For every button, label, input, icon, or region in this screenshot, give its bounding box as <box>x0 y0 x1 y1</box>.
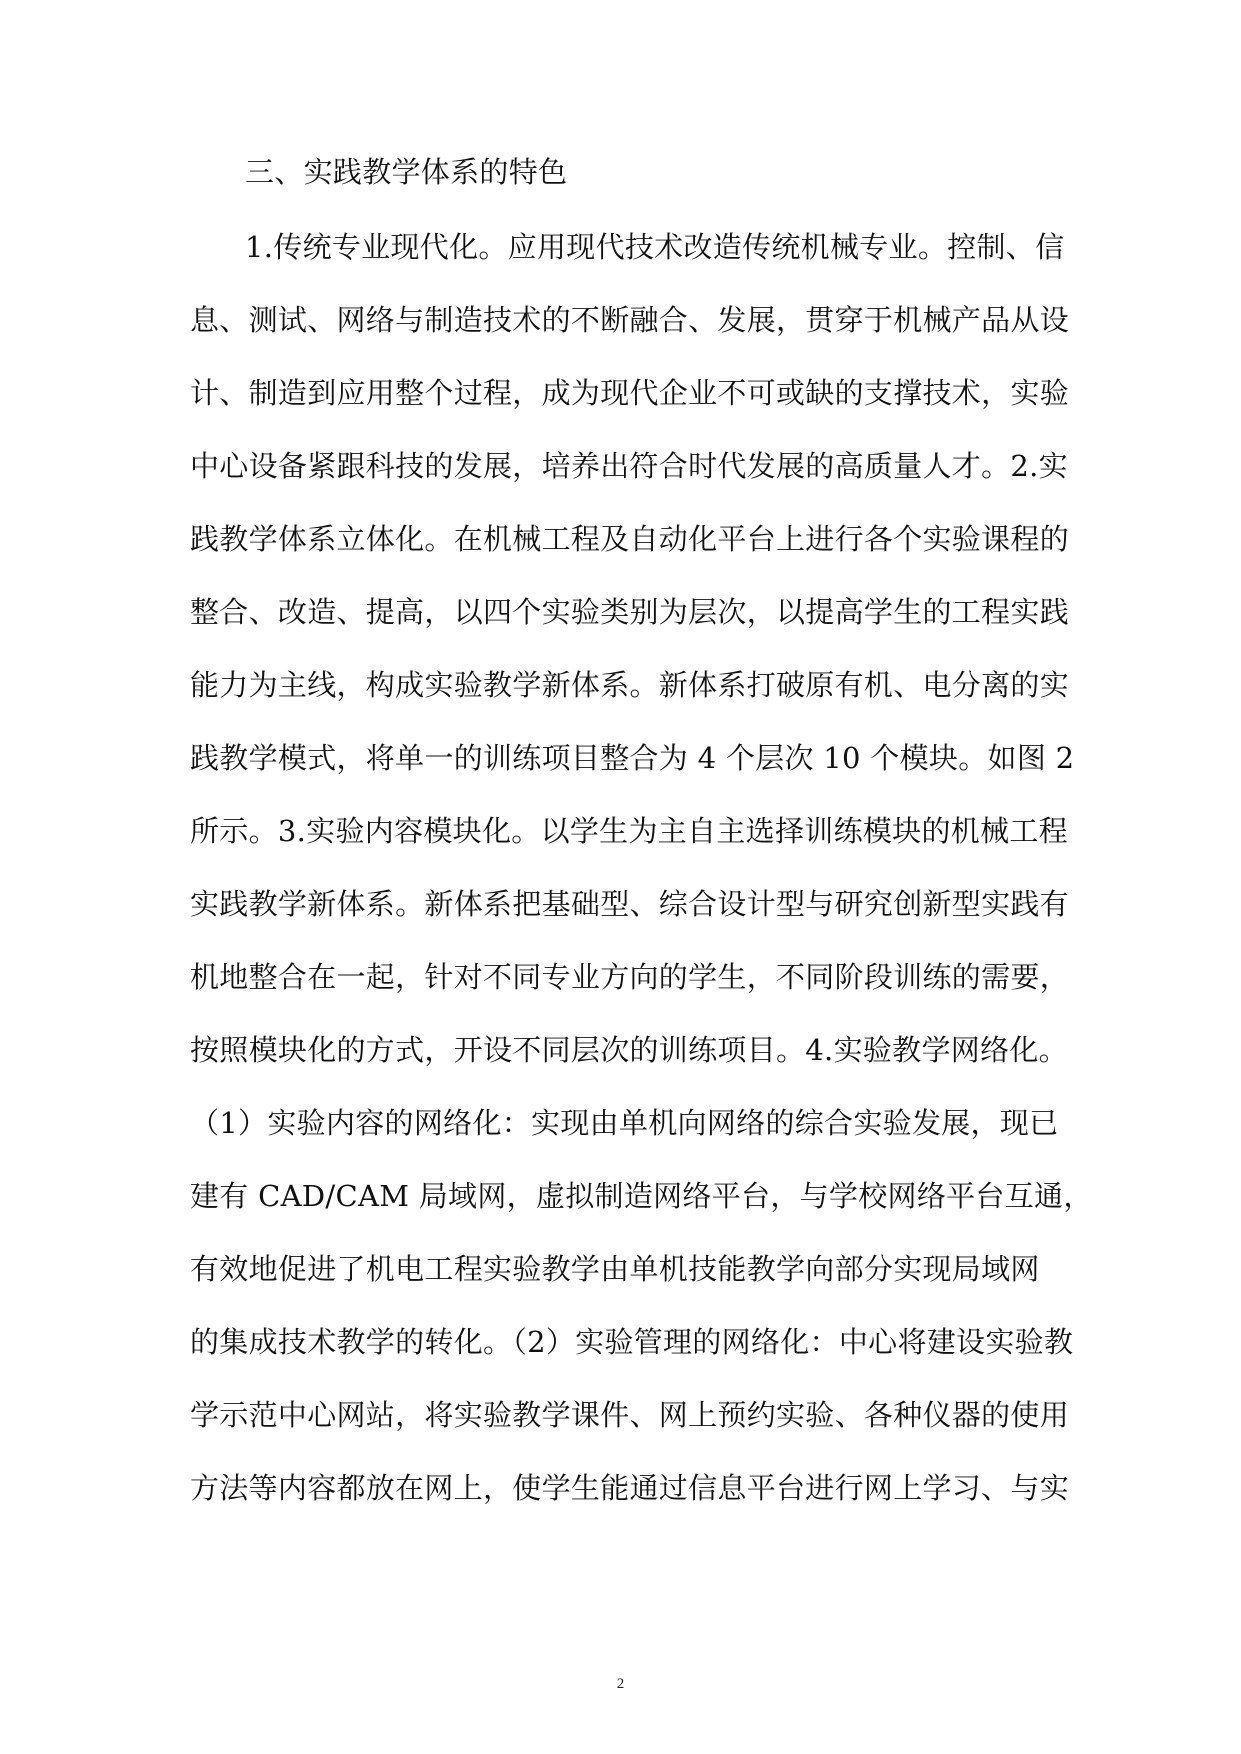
body-line-14: 建有 CAD/CAM 局域网，虚拟制造网络平台，与学校网络平台互通， <box>190 1179 1093 1213</box>
section-heading: 三、实践教学体系的特色 <box>245 155 568 189</box>
body-line-4: 中心设备紧跟科技的发展，培养出符合时代发展的高质量人才。2.实 <box>190 449 1068 483</box>
body-line-8: 践教学模式，将单一的训练项目整合为 4 个层次 10 个模块。如图 2 <box>190 741 1075 775</box>
body-line-18: 方法等内容都放在网上，使学生能通过信息平台进行网上学习、与实 <box>190 1471 1070 1505</box>
body-line-15: 有效地促进了机电工程实验教学由单机技能教学向部分实现局域网 <box>190 1252 1040 1286</box>
body-line-12: 按照模块化的方式，开设不同层次的训练项目。4.实验教学网络化。 <box>190 1033 1068 1067</box>
body-line-6: 整合、改造、提高，以四个实验类别为层次，以提高学生的工程实践 <box>190 595 1070 629</box>
body-line-9: 所示。3.实验内容模块化。以学生为主自主选择训练模块的机械工程 <box>190 814 1068 848</box>
page-number: 2 <box>616 1676 625 1692</box>
body-line-17: 学示范中心网站，将实验教学课件、网上预约实验、各种仪器的使用 <box>190 1398 1070 1432</box>
body-line-5: 践教学体系立体化。在机械工程及自动化平台上进行各个实验课程的 <box>190 522 1070 556</box>
body-line-7: 能力为主线，构成实验教学新体系。新体系打破原有机、电分离的实 <box>190 668 1070 702</box>
body-line-13: （1）实验内容的网络化：实现由单机向网络的综合实验发展，现已 <box>190 1106 1059 1140</box>
body-line-1: 1.传统专业现代化。应用现代技术改造传统机械专业。控制、信 <box>245 230 1065 264</box>
body-line-2: 息、测试、网络与制造技术的不断融合、发展，贯穿于机械产品从设 <box>190 303 1070 337</box>
body-line-3: 计、制造到应用整个过程，成为现代企业不可或缺的支撑技术，实验 <box>190 376 1070 410</box>
body-line-10: 实践教学新体系。新体系把基础型、综合设计型与研究创新型实践有 <box>190 887 1070 921</box>
body-line-11: 机地整合在一起，针对不同专业方向的学生，不同阶段训练的需要， <box>190 960 1070 994</box>
body-line-16: 的集成技术教学的转化。（2）实验管理的网络化：中心将建设实验教 <box>190 1325 1074 1359</box>
